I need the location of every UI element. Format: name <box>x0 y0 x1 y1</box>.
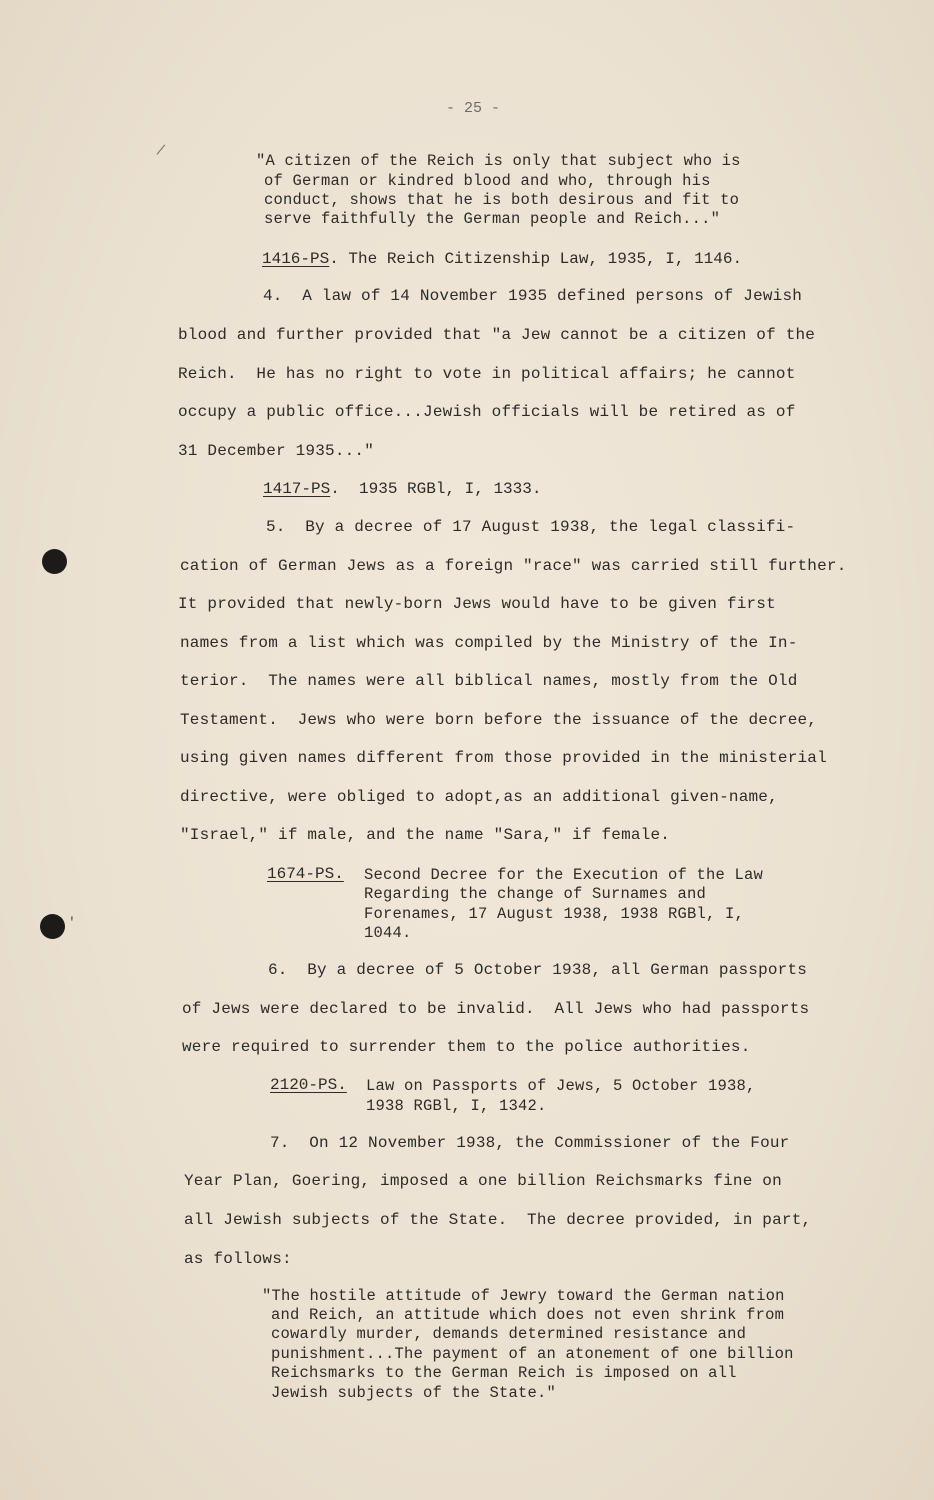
quote2-line: punishment...The payment of an atonement of one billion <box>271 1345 794 1363</box>
para7-line: 7. On 12 November 1938, the Commissioner of the Four <box>270 1134 790 1152</box>
citation-4-line: Law on Passports of Jews, 5 October 1938, <box>366 1077 756 1095</box>
citation-ref: 1417-PS <box>263 480 331 498</box>
citation-2 <box>263 480 541 498</box>
quote2-line: and Reich, an attitude which does not even shrink from <box>271 1306 785 1324</box>
citation-1 <box>262 250 742 268</box>
quote2-line: Jewish subjects of the State." <box>271 1384 557 1402</box>
quote1-line: of German or kindred blood and who, through his <box>264 172 711 190</box>
margin-tick: ' <box>68 915 76 930</box>
para5-line: cation of German Jews as a foreign "race" was carried still further. <box>180 557 847 575</box>
para5-line: It provided that newly-born Jews would have to be given first <box>178 595 776 613</box>
citation-ref: 1416-PS <box>262 250 330 268</box>
citation-text: . The Reich Citizenship Law, 1935, I, 1146. <box>329 250 743 268</box>
para4-line: 31 December 1935..." <box>178 442 375 460</box>
quote1-line: "A citizen of the Reich is only that subject who is <box>256 152 741 170</box>
para6-line: 6. By a decree of 5 October 1938, all German passports <box>268 961 808 979</box>
citation-3-line: Regarding the change of Surnames and <box>364 885 707 903</box>
para5-line: 5. By a decree of 17 August 1938, the legal classifi- <box>266 518 796 536</box>
citation-3-line: 1044. <box>364 924 412 942</box>
para4-line: 4. A law of 14 November 1935 defined persons of Jewish <box>263 287 803 305</box>
para5-line: directive, were obliged to adopt,as an additional given-name, <box>180 788 778 806</box>
quote2-line: Reichsmarks to the German Reich is imposed on all <box>271 1364 737 1382</box>
para4-line: blood and further provided that "a Jew cannot be a citizen of the <box>178 326 816 344</box>
citation-3-ref <box>267 865 344 883</box>
citation-ref: 1674-PS. <box>267 865 344 883</box>
quote2-line: cowardly murder, demands determined resistance and <box>271 1325 747 1343</box>
para5-line: Testament. Jews who were born before the issuance of the decree, <box>180 711 818 729</box>
para4-line: occupy a public office...Jewish officials will be retired as of <box>178 403 796 421</box>
para5-line: names from a list which was compiled by the Ministry of the In- <box>180 634 798 652</box>
para5-line: terior. The names were all biblical names, mostly from the Old <box>180 672 798 690</box>
para7-line: Year Plan, Goering, imposed a one billion Reichsmarks fine on <box>184 1172 782 1190</box>
para5-line: "Israel," if male, and the name "Sara," if female. <box>180 826 671 844</box>
quote1-line: conduct, shows that he is both desirous and fit to <box>264 191 740 209</box>
quote1-line: serve faithfully the German people and Reich..." <box>264 210 721 228</box>
punch-hole <box>42 549 67 574</box>
page-number: - 25 - <box>446 100 501 117</box>
para7-line: as follows: <box>184 1250 292 1268</box>
para6-line: of Jews were declared to be invalid. All Jews who had passports <box>182 1000 810 1018</box>
citation-3-line: Second Decree for the Execution of the Law <box>364 866 764 884</box>
citation-4-line: 1938 RGBl, I, 1342. <box>366 1097 547 1115</box>
citation-3-line: Forenames, 17 August 1938, 1938 RGBl, I, <box>364 905 745 923</box>
para4-line: Reich. He has no right to vote in political affairs; he cannot <box>178 365 796 383</box>
quote2-line: "The hostile attitude of Jewry toward the German nation <box>262 1287 785 1305</box>
citation-4-ref <box>270 1076 347 1094</box>
punch-hole <box>40 914 65 939</box>
para7-line: all Jewish subjects of the State. The decree provided, in part, <box>184 1211 812 1229</box>
para6-line: were required to surrender them to the police authorities. <box>182 1038 751 1056</box>
citation-ref: 2120-PS. <box>270 1076 347 1094</box>
para5-line: using given names different from those provided in the ministerial <box>180 749 827 767</box>
margin-mark: / <box>154 142 167 161</box>
citation-text: . 1935 RGBl, I, 1333. <box>330 480 542 498</box>
